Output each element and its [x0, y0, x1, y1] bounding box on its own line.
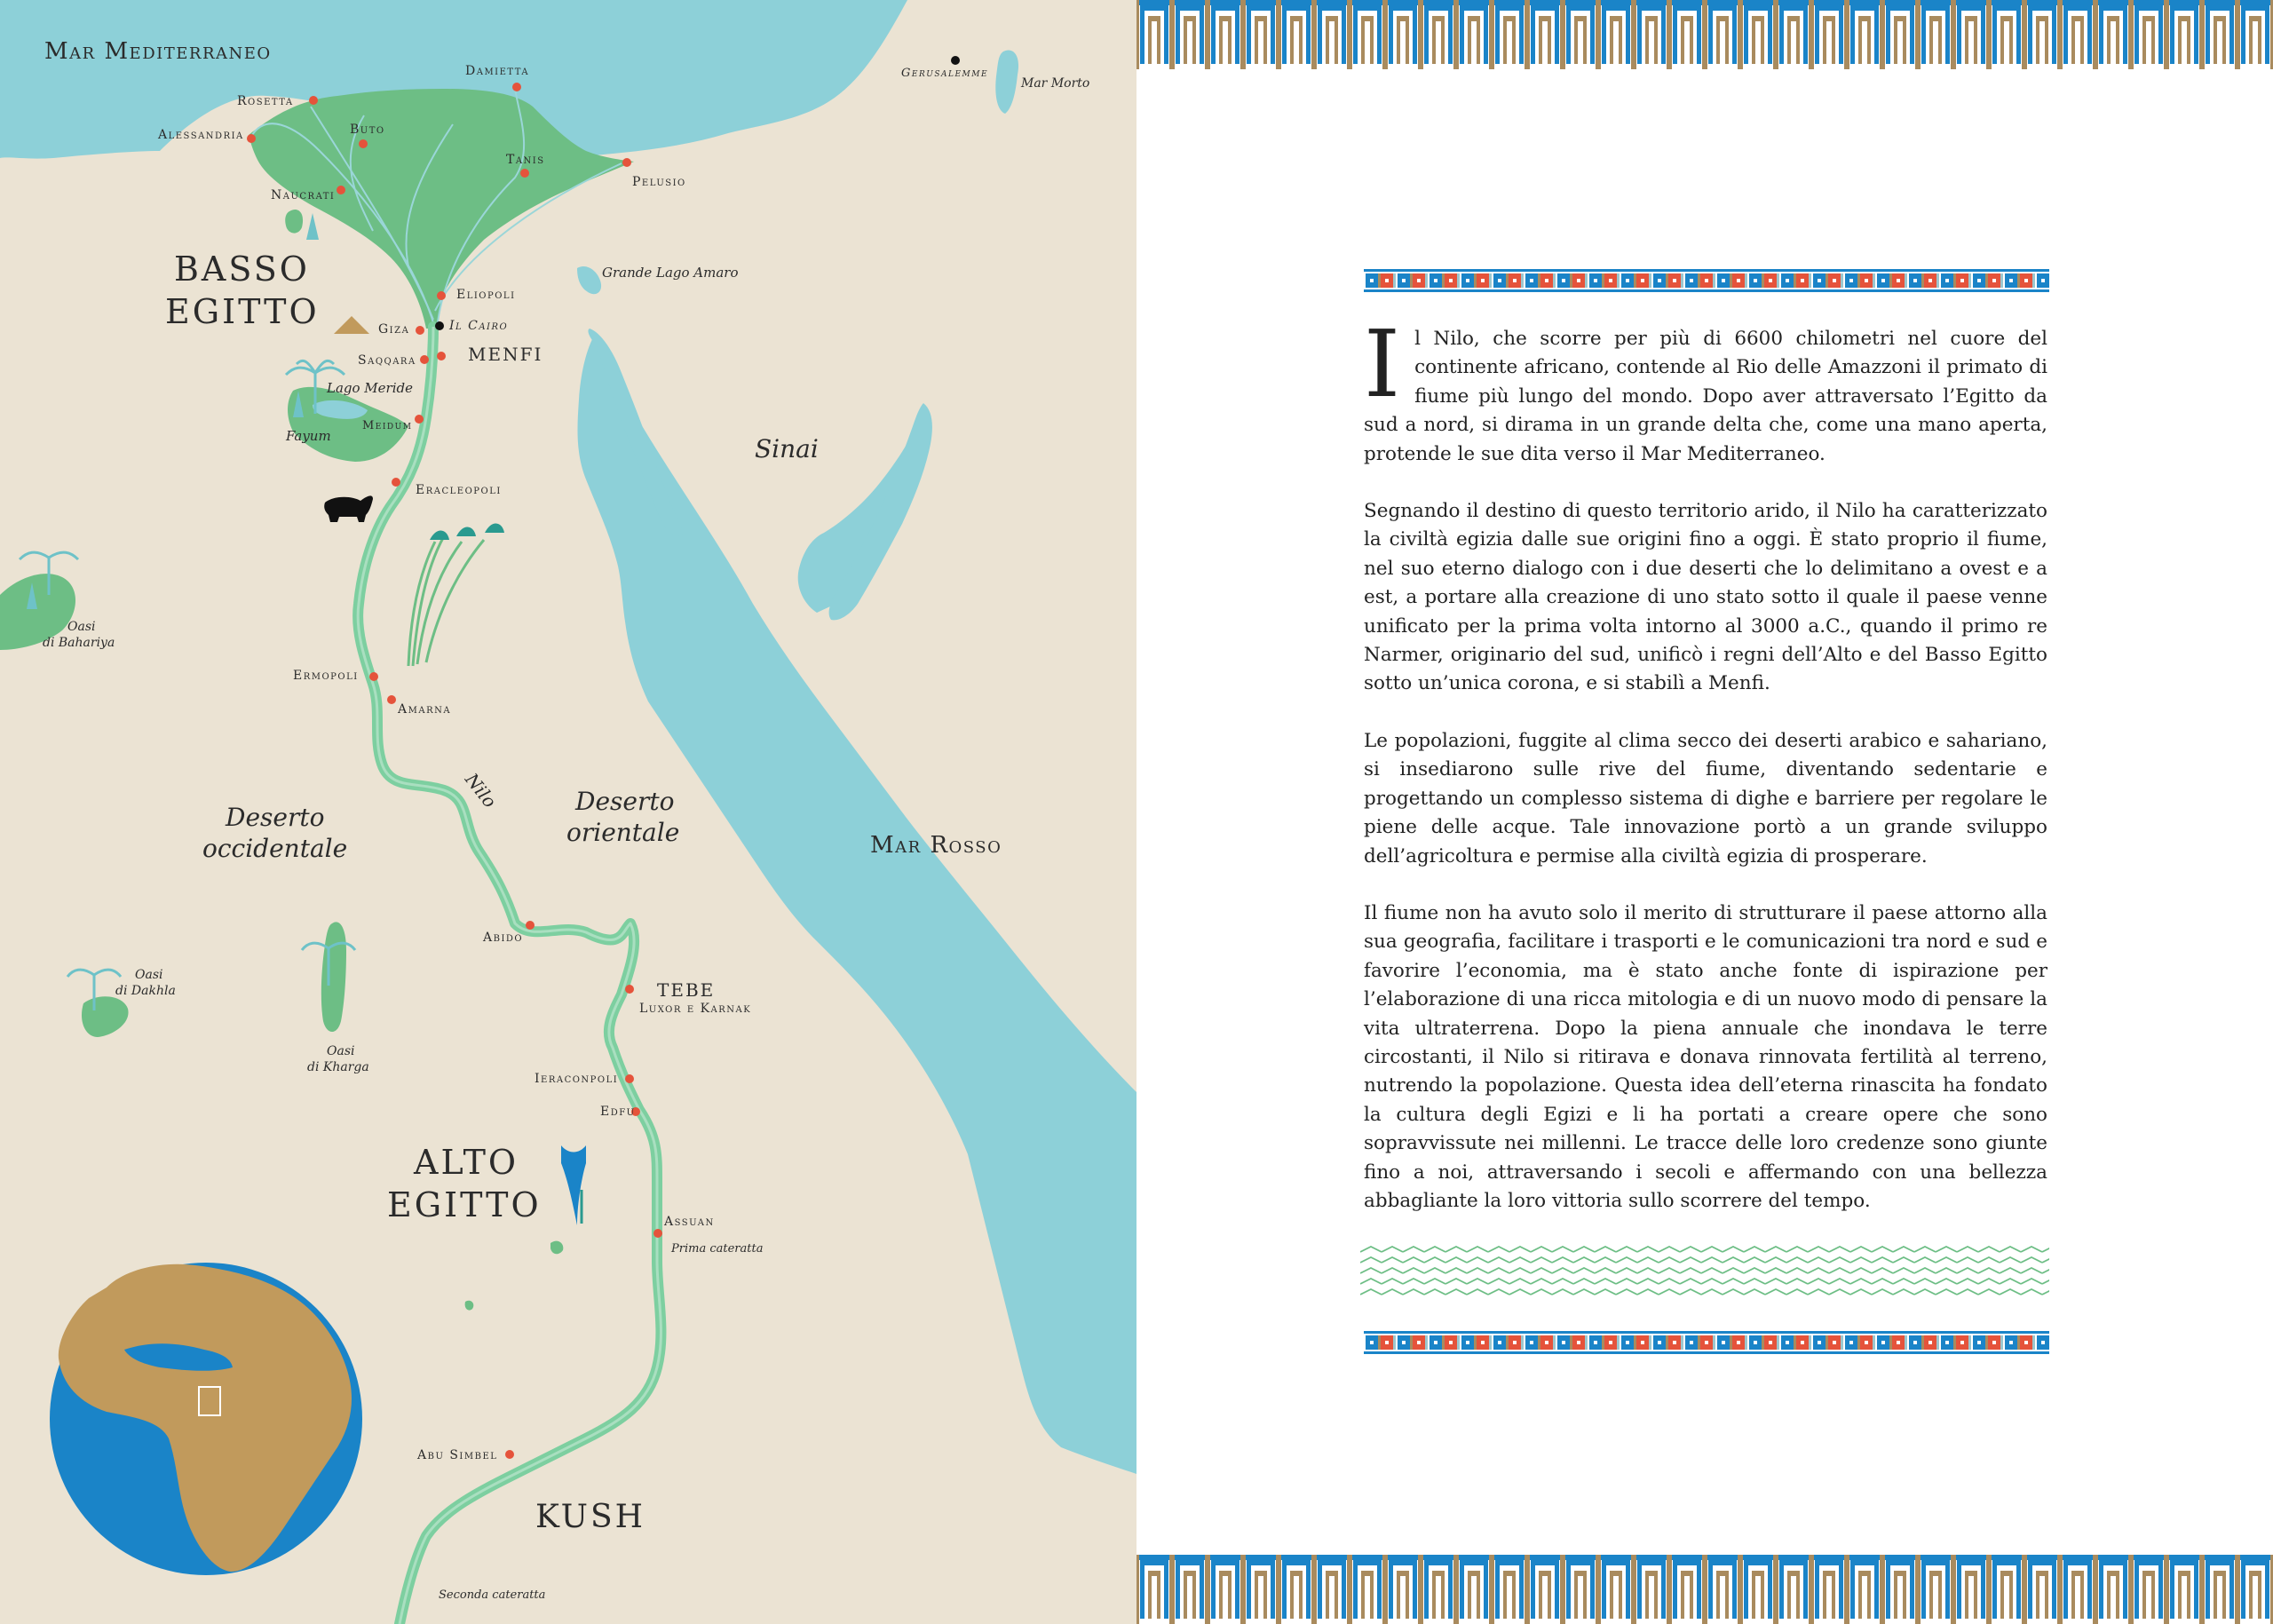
- label-il-cairo: Il Cairo: [449, 319, 509, 333]
- city-dot-eliopoli: [437, 291, 446, 300]
- label-rosetta: Rosetta: [237, 94, 294, 108]
- label-eastern-desert-2: orientale: [566, 818, 680, 847]
- paragraph-3: Le popolazioni, fuggite al clima secco dei deserti arabico e sahariano, si insediarono sulle rive del fiume, diventando sedentarie e progettando un complesso sistema di dighe e barriere per regolare le piene delle acque. Tale innovazione portò a un grande sviluppo dell’agricoltura e permise alla civiltà egizia di prosperare.: [1364, 729, 2047, 867]
- city-dot-ermopoli: [369, 672, 378, 681]
- oasis-small-3: [285, 210, 303, 234]
- label-oasis-dakhla-2: di Dakhla: [115, 984, 176, 998]
- label-dead-sea: Mar Morto: [1021, 76, 1090, 91]
- label-amarna: Amarna: [398, 702, 452, 717]
- label-meidum: Meidum: [362, 419, 413, 432]
- label-pelusio: Pelusio: [632, 175, 686, 189]
- label-tanis: Tanis: [506, 153, 545, 167]
- decorative-band-bottom: [1136, 1555, 2273, 1624]
- label-lower-egypt-2: EGITTO: [165, 292, 320, 331]
- label-great-bitter-lake: Grande Lago Amaro: [602, 265, 739, 281]
- label-oasis-bahariya-1: Oasi: [67, 620, 96, 634]
- label-lake-moeris: Lago Meride: [327, 380, 413, 396]
- label-western-desert-1: Deserto: [226, 803, 325, 832]
- decorative-strip-bottom: [1364, 1331, 2049, 1354]
- label-menfi: MENFI: [468, 344, 543, 365]
- paragraph-2: Segnando il destino di questo territorio arido, il Nilo ha caratterizzato la civiltà egizia dalle sue origini fino a oggi. È stato proprio il fiume, nel suo eterno dialogo con i due deserti che lo delimitano a ovest e a est, a portare alla creazione di uno stato sotto il quale il paese venne unificato per la prima volta intorno al 3000 a.C., quando il primo re Narmer, originario del sud, unificò i regni dell’Alto e del Basso Egitto sotto un’unica corona, e si stabilì a Menfi.: [1364, 500, 2047, 695]
- city-dot-damietta: [512, 83, 521, 91]
- city-dot-rosetta: [309, 96, 318, 105]
- label-upper-egypt-1: ALTO: [414, 1143, 519, 1182]
- label-abido: Abido: [483, 931, 524, 945]
- decorative-band-top: [1136, 0, 2273, 69]
- label-fayum: Fayum: [286, 428, 331, 444]
- label-upper-egypt-2: EGITTO: [387, 1185, 542, 1224]
- label-ieraconpoli: Ieraconpoli: [535, 1072, 619, 1086]
- label-nile: Nilo: [461, 769, 501, 812]
- city-dot-menfi: [437, 352, 446, 360]
- zigzag-ornament: [1360, 1245, 2049, 1302]
- city-dot-naucrati: [337, 186, 345, 194]
- city-dot-eracleopoli: [392, 478, 400, 487]
- label-saqqara: Saqqara: [358, 353, 416, 368]
- label-eliopoli: Eliopoli: [456, 288, 516, 302]
- label-oasis-bahariya-2: di Bahariya: [43, 636, 115, 650]
- label-ermopoli: Ermopoli: [293, 669, 359, 683]
- label-abu-simbel: Abu Simbel: [417, 1448, 498, 1462]
- label-eastern-desert-1: Deserto: [575, 787, 675, 816]
- label-kush: KUSH: [535, 1499, 646, 1535]
- city-dot-pelusio: [622, 158, 631, 167]
- label-mediterranean: Mar Mediterraneo: [44, 38, 272, 65]
- city-dot-abu-simbel: [505, 1450, 514, 1459]
- label-eracleopoli: Eracleopoli: [416, 483, 502, 497]
- paragraph-1: [1364, 310, 2047, 469]
- city-dot-buto: [359, 139, 368, 148]
- text-page: [1136, 0, 2273, 1624]
- label-oasis-dakhla-1: Oasi: [135, 968, 163, 982]
- label-western-desert-2: occidentale: [202, 834, 348, 863]
- label-alessandria: Alessandria: [158, 128, 244, 142]
- city-dot-assuan: [653, 1229, 662, 1238]
- globe-inset: [50, 1263, 362, 1575]
- city-dot-abido: [526, 921, 535, 930]
- label-red-sea: Mar Rosso: [870, 832, 1002, 859]
- label-prima-cateratta: Prima cateratta: [671, 1242, 764, 1256]
- label-buto: Buto: [350, 123, 385, 137]
- label-oasis-kharga-2: di Kharga: [307, 1060, 369, 1074]
- label-assuan: Assuan: [664, 1215, 715, 1229]
- city-dot-gerusalemme: [951, 56, 960, 65]
- city-dot-tebe: [625, 985, 634, 994]
- paragraph-4: Il fiume non ha avuto solo il merito di strutturare il paese attorno alla sua geografia, facilitare i trasporti e le comunicazioni tra nord e sud e favorire l’economia, ma è stato anche fonte di ispirazione per l’elaborazione di una ricca mitologia e di un nuovo modo di pensare la vita ultraterrena. Dopo la piena annuale che inondava le terre circostanti, il Nilo si ritirava e donava rinnovata fertilità al terreno, nutrendo la popolazione. Questa idea dell’eterna rinascita ha fondato la cultura degli Egizi e li ha portati a creare opere che sono sopravvissute nei millenni. Le tracce delle loro credenze sono giunte fino a noi, attraversando i secoli e affermando con una bellezza abbagliante la loro vittoria sullo scorrere del tempo.: [1364, 901, 2047, 1212]
- city-dot-amarna: [387, 695, 396, 704]
- decorative-strip-top: [1364, 269, 2049, 292]
- egypt-map: [0, 0, 1136, 1624]
- paragraph-1-text: l Nilo, che scorre per più di 6600 chilometri nel cuore del continente africano, contende al Rio delle Amazzoni il primato di fiume più lungo del mondo. Dopo aver attraversato l’Egitto da sud a nord, si dirama in un grande delta che, come una mano aperta, protende le sue dita verso il Mar Mediterraneo.: [1364, 328, 2047, 465]
- label-naucrati: Naucrati: [271, 188, 336, 202]
- label-edfu: Edfu: [600, 1105, 636, 1119]
- drop-cap: I: [1364, 310, 1401, 418]
- label-damietta: Damietta: [465, 64, 530, 78]
- label-tebe-sub: Luxor e Karnak: [639, 1002, 752, 1016]
- label-lower-egypt-1: BASSO: [174, 250, 310, 289]
- city-dot-il-cairo: [435, 321, 444, 330]
- label-tebe: TEBE: [657, 979, 716, 1001]
- label-oasis-kharga-1: Oasi: [327, 1044, 355, 1058]
- label-giza: Giza: [378, 322, 410, 337]
- label-gerusalemme: Gerusalemme: [901, 67, 989, 80]
- city-dot-meidum: [415, 415, 424, 424]
- city-dot-saqqara: [420, 355, 429, 364]
- city-dot-giza: [416, 326, 424, 335]
- article-text: [1364, 310, 2047, 1244]
- label-seconda-cateratta: Seconda cateratta: [439, 1588, 546, 1602]
- city-dot-tanis: [520, 169, 529, 178]
- city-dot-ieraconpoli: [625, 1074, 634, 1083]
- city-dot-alessandria: [247, 134, 256, 143]
- label-sinai: Sinai: [755, 434, 819, 463]
